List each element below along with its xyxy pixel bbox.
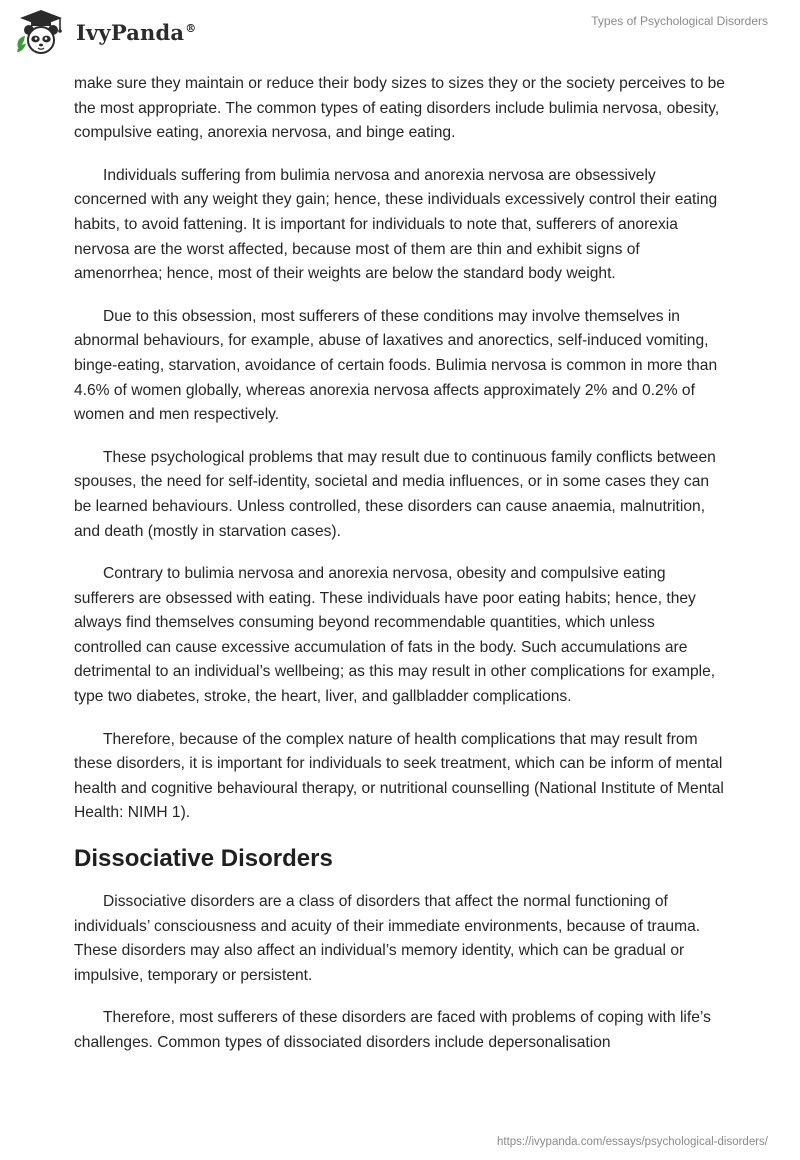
section-heading: Dissociative Disorders	[74, 845, 333, 873]
paragraph: Due to this obsession, most sufferers of these conditions may involve themselves in abnormal behaviours, for example, abuse of laxatives and anorectics, self-induced vomiting, binge-eating, starvation, avoidance of certain foods. Bulimia nervosa is common in more than 4.6% of women globally, whereas anorexia nervosa affects approximately 2% and 0.2% of women and men respectively.	[74, 307, 718, 424]
panda-graduate-icon	[14, 8, 68, 56]
paragraph: make sure they maintain or reduce their body sizes to sizes they or the society perceives to be the most appropriate. The common types of eating disorders include bulimia nervosa, obesity, compulsive eating, anorexia nervosa, and binge eating.	[74, 75, 725, 142]
source-url[interactable]: https://ivypanda.com/essays/psychological-disorders/	[496, 1136, 768, 1148]
document-title: Types of Psychological Disorders	[591, 14, 768, 28]
paragraph: Dissociative disorders are a class of disorders that affect the normal functioning of individuals’ consciousness and acuity of their immediate environments, because of trauma. These disorders may also affect an individual’s memory identity, which can be gradual or impulsive, temporary or persistent.	[74, 893, 701, 984]
paragraph: Therefore, most sufferers of these disorders are faced with problems of coping with life’s challenges. Common types of dissociated disorders include depersonalisation	[74, 1009, 711, 1051]
paragraph: These psychological problems that may result due to continuous family conflicts between spouses, the need for self-identity, societal and media influences, or in some cases they can be learned behaviours. Unless controlled, these disorders can cause anaemia, malnutrition, and death (mostly in starvation cases).	[74, 448, 716, 540]
brand-name: IvyPanda®	[76, 19, 197, 45]
registered-mark: ®	[185, 21, 197, 35]
page-header	[0, 0, 800, 70]
paragraph: Individuals suffering from bulimia nervosa and anorexia nervosa are obsessively concerned with any weight they gain; hence, these individuals excessively control their eating habits, to avoid fattening. It is important for individuals to note that, sufferers of anorexia nervosa are the worst affected, because most of them are thin and exhibit signs of amenorrhea; hence, most of their weights are below the standard body weight.	[74, 166, 718, 283]
ivypanda-logo[interactable]	[14, 8, 196, 56]
essay-content	[74, 72, 726, 1074]
paragraph: Contrary to bulimia nervosa and anorexia nervosa, obesity and compulsive eating sufferers are obsessed with eating. These individuals have poor eating habits; hence, they always find themselves consuming beyond recommendable quantities, which unless controlled can cause excessive accumulation of fats in the body. Such accumulations are detrimental to an individual’s wellbeing; as this may result in other complications for example, type two diabetes, stroke, the heart, liver, and gallbladder complications.	[74, 565, 716, 706]
paragraph: Therefore, because of the complex nature of health complications that may result from these disorders, it is important for individuals to seek treatment, which can be inform of mental health and cognitive behavioural therapy, or nutritional counselling (National Institute of Mental Health: NIMH 1).	[74, 730, 724, 822]
